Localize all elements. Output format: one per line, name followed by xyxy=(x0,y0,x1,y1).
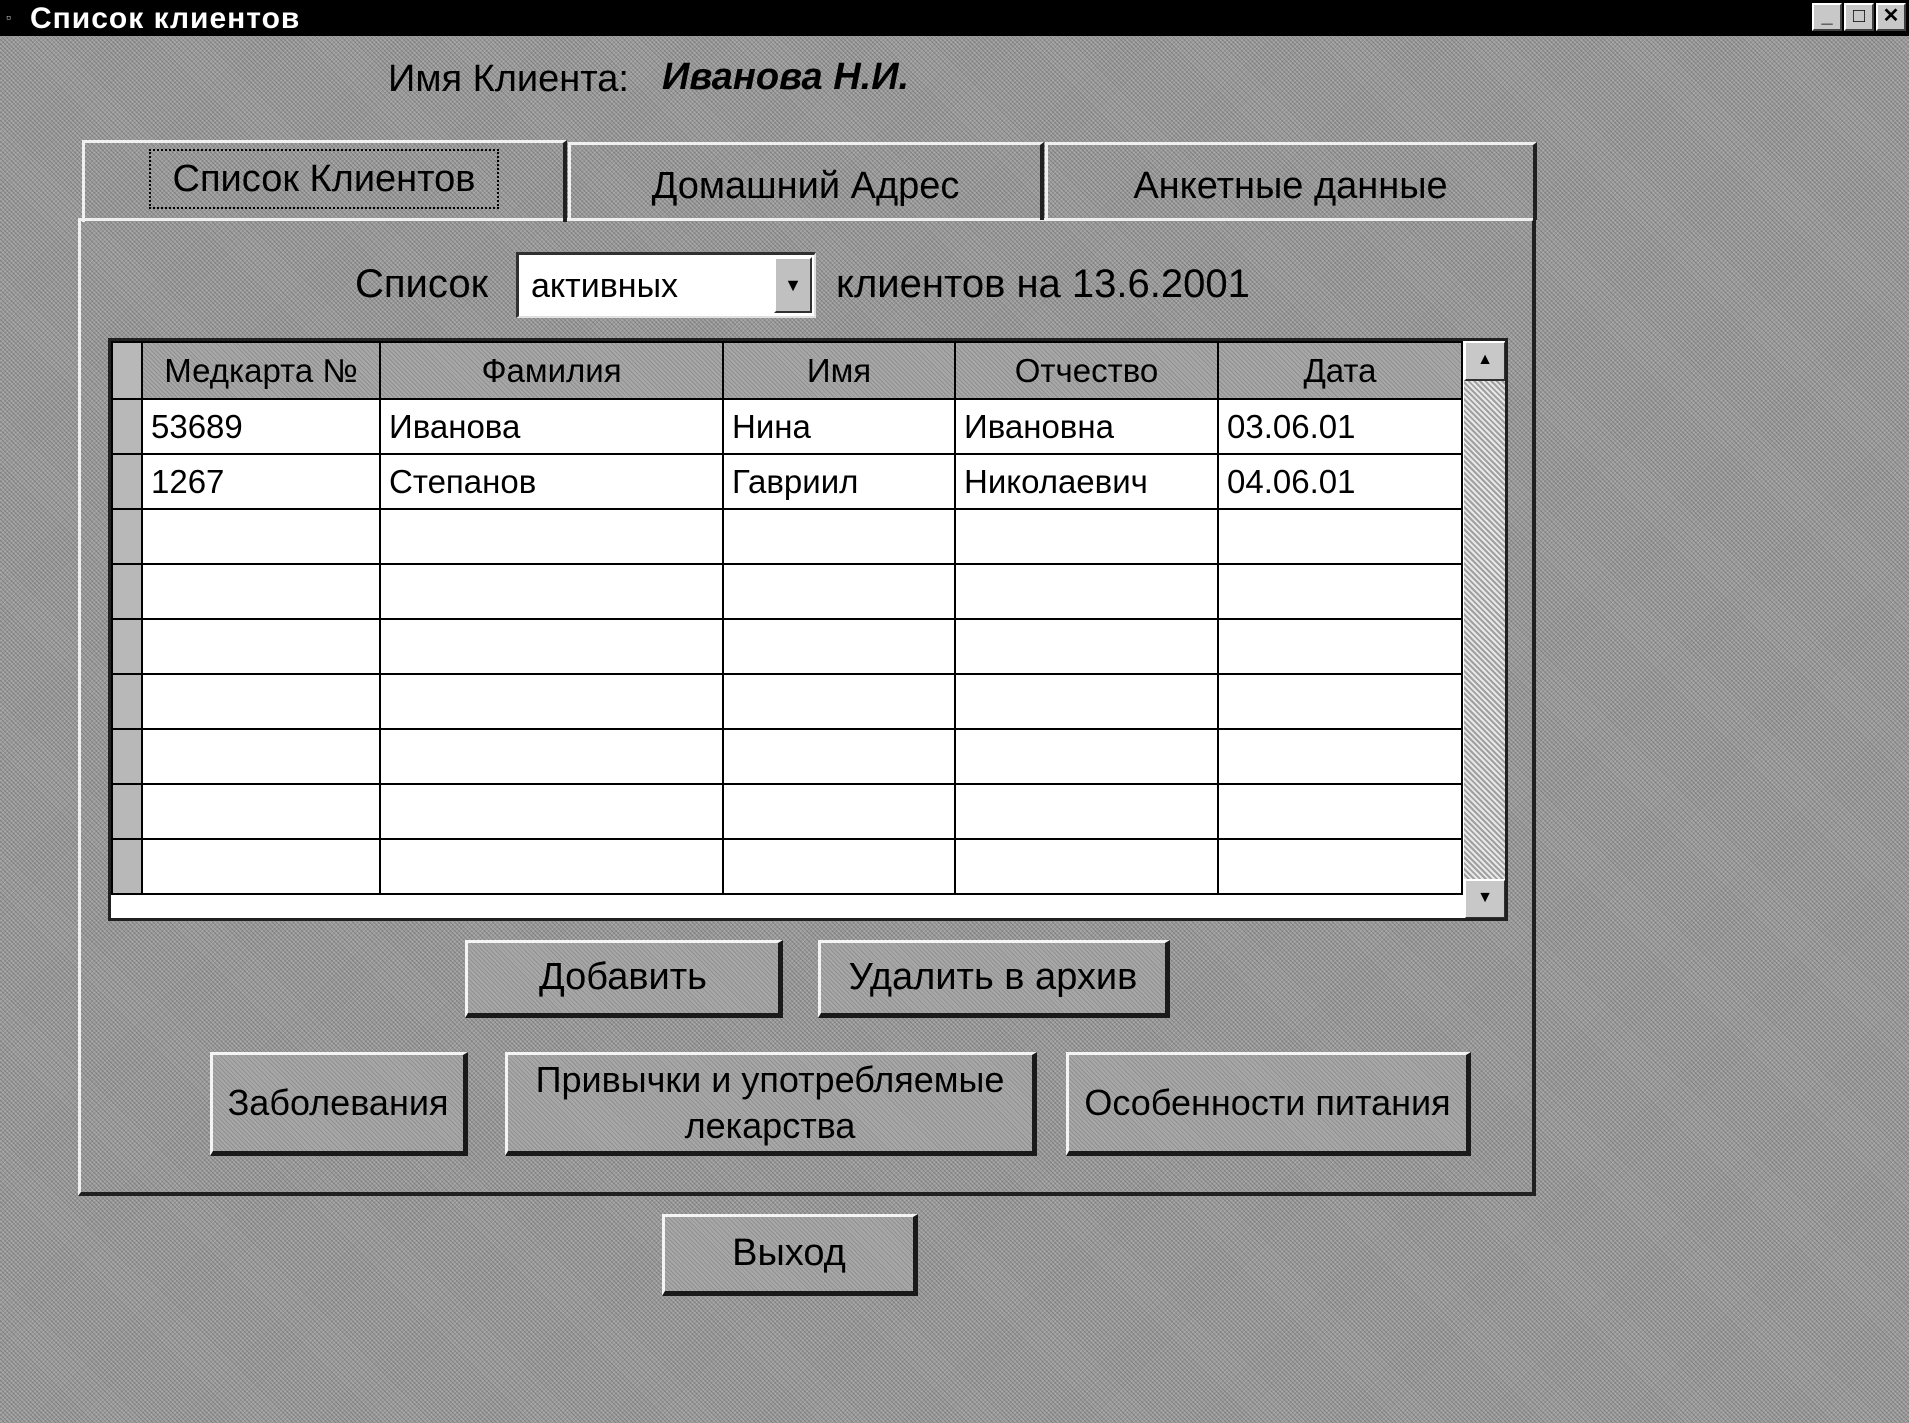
client-name-label: Имя Клиента: xyxy=(388,58,629,100)
diseases-button[interactable]: Заболевания xyxy=(210,1052,468,1156)
cell-patronymic[interactable] xyxy=(955,839,1218,894)
cell-surname[interactable] xyxy=(380,729,723,784)
clients-grid xyxy=(108,338,1508,921)
row-selector[interactable] xyxy=(112,839,142,894)
cell-surname[interactable] xyxy=(380,784,723,839)
cell-name[interactable] xyxy=(723,674,955,729)
window-title: Список клиентов xyxy=(30,2,301,35)
table-row[interactable] xyxy=(112,729,1462,784)
cell-patronymic[interactable]: Николаевич xyxy=(955,454,1218,509)
title-bar xyxy=(0,0,1909,36)
cell-date[interactable] xyxy=(1218,729,1462,784)
cell-medcard[interactable] xyxy=(142,509,380,564)
table-row[interactable] xyxy=(112,509,1462,564)
column-header-medcard[interactable]: Медкарта № xyxy=(142,342,380,399)
cell-medcard[interactable]: 1267 xyxy=(142,454,380,509)
header-row xyxy=(112,342,1462,399)
cell-date[interactable] xyxy=(1218,839,1462,894)
cell-name[interactable]: Нина xyxy=(723,399,955,454)
cell-name[interactable] xyxy=(723,619,955,674)
cell-name[interactable] xyxy=(723,729,955,784)
cell-date[interactable]: 03.06.01 xyxy=(1218,399,1462,454)
column-header-patronymic[interactable]: Отчество xyxy=(955,342,1218,399)
cell-medcard[interactable]: 53689 xyxy=(142,399,380,454)
nutrition-button[interactable]: Особенности питания xyxy=(1066,1052,1471,1156)
client-name-value: Иванова Н.И. xyxy=(662,56,910,98)
row-selector[interactable] xyxy=(112,784,142,839)
cell-name[interactable]: Гавриил xyxy=(723,454,955,509)
scroll-down-icon[interactable]: ▼ xyxy=(1464,879,1506,919)
cell-surname[interactable] xyxy=(380,619,723,674)
cell-date[interactable] xyxy=(1218,509,1462,564)
cell-name[interactable] xyxy=(723,564,955,619)
cell-date[interactable]: 04.06.01 xyxy=(1218,454,1462,509)
exit-button[interactable]: Выход xyxy=(662,1214,918,1296)
cell-name[interactable] xyxy=(723,784,955,839)
client-status-value: активных xyxy=(531,267,679,305)
habits-button-line2: лекарства xyxy=(684,1105,856,1146)
cell-date[interactable] xyxy=(1218,619,1462,674)
column-header-name[interactable]: Имя xyxy=(723,342,955,399)
habits-button-line1: Привычки и употребляемые xyxy=(535,1059,1005,1100)
cell-surname[interactable] xyxy=(380,509,723,564)
cell-patronymic[interactable] xyxy=(955,509,1218,564)
cell-name[interactable] xyxy=(723,509,955,564)
cell-surname[interactable] xyxy=(380,564,723,619)
archive-button[interactable]: Удалить в архив xyxy=(818,940,1170,1018)
cell-patronymic[interactable] xyxy=(955,619,1218,674)
table-row[interactable] xyxy=(112,839,1462,894)
clients-table xyxy=(111,341,1463,895)
close-button[interactable]: ✕ xyxy=(1876,3,1906,31)
cell-surname[interactable]: Степанов xyxy=(380,454,723,509)
cell-medcard[interactable] xyxy=(142,729,380,784)
cell-patronymic[interactable] xyxy=(955,784,1218,839)
chevron-down-icon[interactable]: ▼ xyxy=(774,257,812,313)
cell-medcard[interactable] xyxy=(142,619,380,674)
cell-date[interactable] xyxy=(1218,784,1462,839)
cell-patronymic[interactable] xyxy=(955,729,1218,784)
cell-medcard[interactable] xyxy=(142,674,380,729)
cell-date[interactable] xyxy=(1218,674,1462,729)
cell-patronymic[interactable] xyxy=(955,564,1218,619)
row-selector[interactable] xyxy=(112,509,142,564)
tab-client-list[interactable] xyxy=(82,140,567,222)
list-suffix-label: клиентов на 13.6.2001 xyxy=(836,262,1250,306)
row-selector[interactable] xyxy=(112,729,142,784)
tab-client-list-label: Список Клиентов xyxy=(149,149,500,209)
row-selector[interactable] xyxy=(112,564,142,619)
row-selector[interactable] xyxy=(112,399,142,454)
cell-medcard[interactable] xyxy=(142,839,380,894)
cell-surname[interactable] xyxy=(380,674,723,729)
tab-questionnaire[interactable]: Анкетные данные xyxy=(1045,142,1537,220)
cell-medcard[interactable] xyxy=(142,564,380,619)
table-row[interactable] xyxy=(112,784,1462,839)
cell-date[interactable] xyxy=(1218,564,1462,619)
maximize-button[interactable]: □ xyxy=(1844,3,1874,31)
cell-patronymic[interactable]: Ивановна xyxy=(955,399,1218,454)
cell-medcard[interactable] xyxy=(142,784,380,839)
add-button[interactable]: Добавить xyxy=(465,940,783,1018)
table-row[interactable] xyxy=(112,399,1462,454)
column-header-date[interactable]: Дата xyxy=(1218,342,1462,399)
cell-surname[interactable]: Иванова xyxy=(380,399,723,454)
client-status-select[interactable] xyxy=(516,252,816,318)
scroll-up-icon[interactable]: ▲ xyxy=(1464,341,1506,381)
table-row[interactable] xyxy=(112,454,1462,509)
habits-medications-button[interactable] xyxy=(505,1052,1037,1156)
cell-surname[interactable] xyxy=(380,839,723,894)
tab-home-address[interactable]: Домашний Адрес xyxy=(568,142,1044,220)
table-row[interactable] xyxy=(112,564,1462,619)
row-selector-header[interactable] xyxy=(112,342,142,399)
row-selector[interactable] xyxy=(112,674,142,729)
app-icon[interactable]: ▫ xyxy=(6,9,11,25)
column-header-surname[interactable]: Фамилия xyxy=(380,342,723,399)
vertical-scrollbar[interactable] xyxy=(1464,341,1506,921)
cell-name[interactable] xyxy=(723,839,955,894)
row-selector[interactable] xyxy=(112,454,142,509)
table-row[interactable] xyxy=(112,674,1462,729)
table-row[interactable] xyxy=(112,619,1462,674)
minimize-button[interactable]: _ xyxy=(1812,3,1842,31)
row-selector[interactable] xyxy=(112,619,142,674)
list-prefix-label: Список xyxy=(355,262,489,306)
cell-patronymic[interactable] xyxy=(955,674,1218,729)
